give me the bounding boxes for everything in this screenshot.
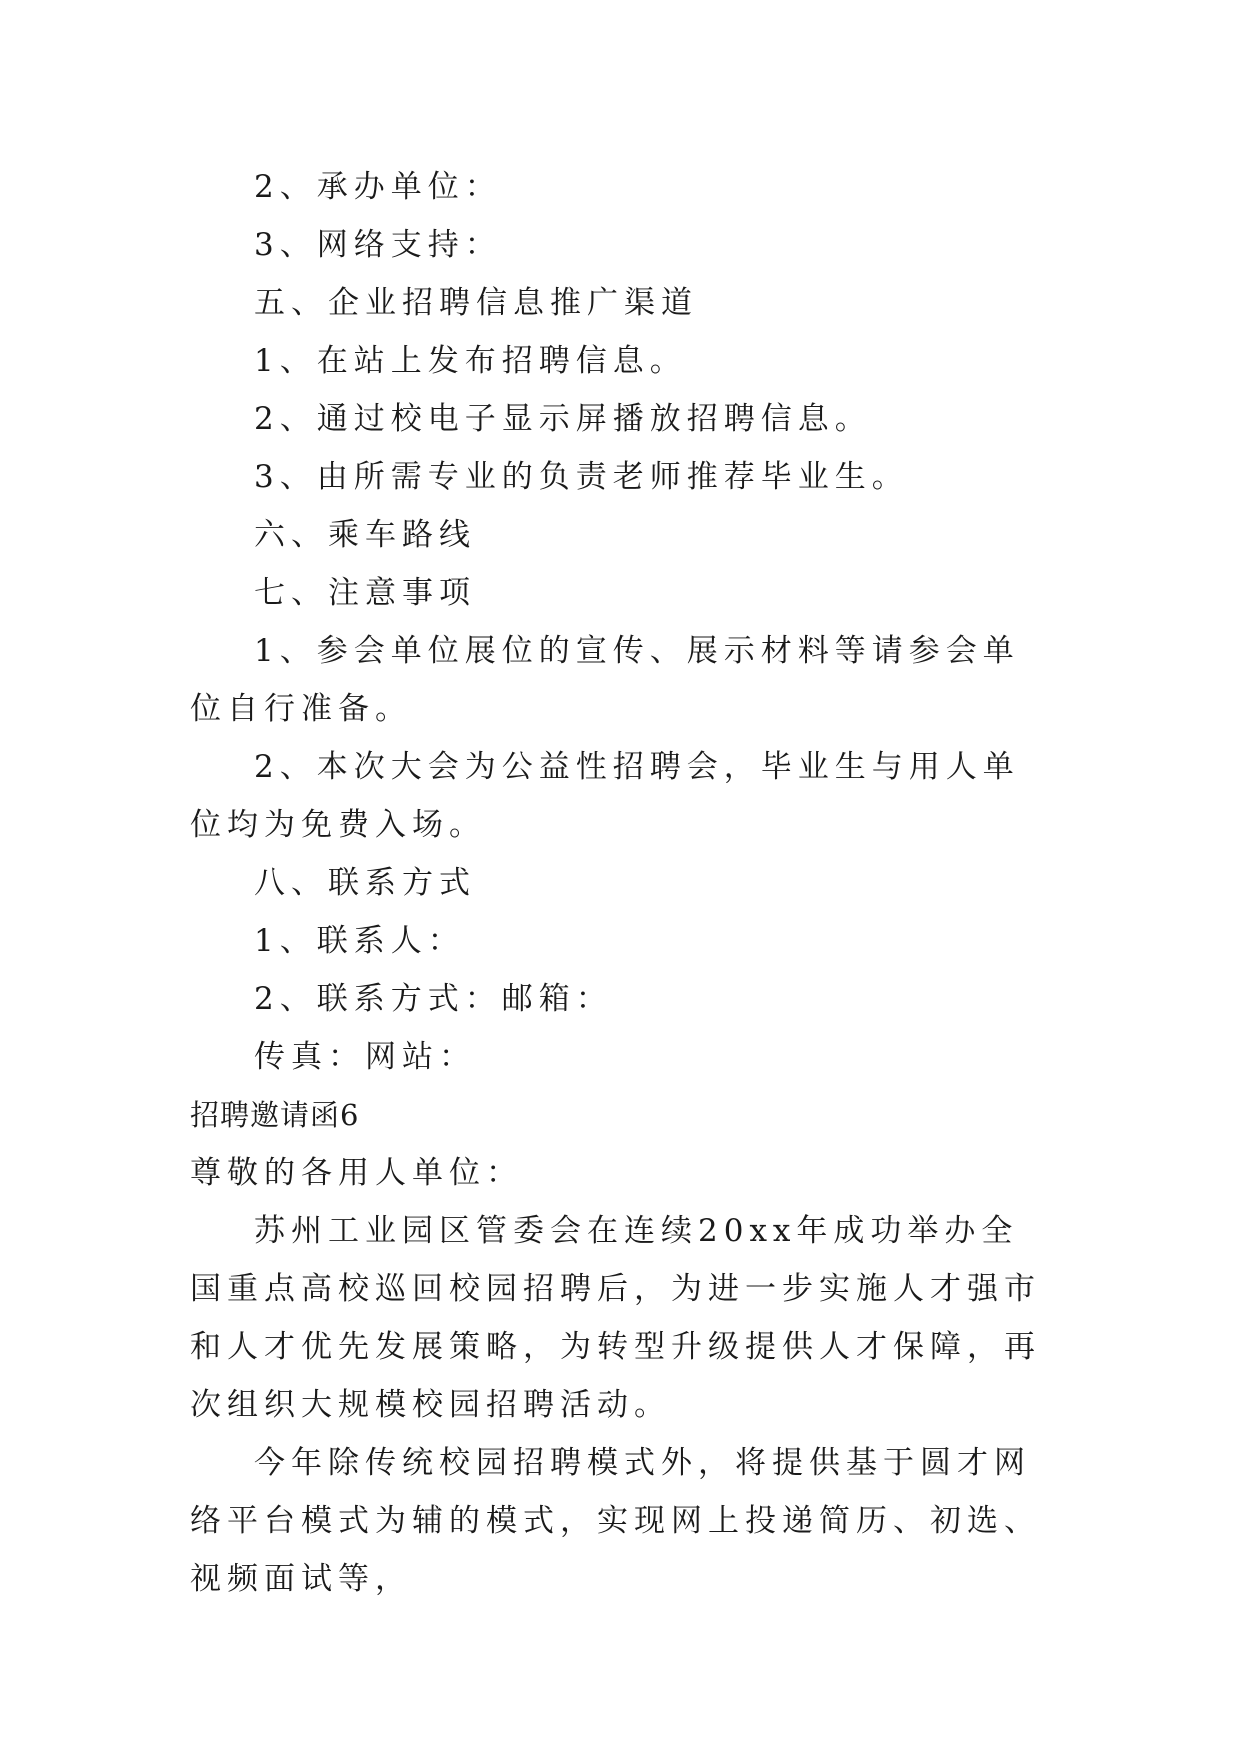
body-paragraph-mode: 今年除传统校园招聘模式外，将提供基于圆才网络平台模式为辅的模式，实现网上投递简历、初选、视频面试等， xyxy=(190,1445,1041,1597)
note-materials: 1、参会单位展位的宣传、展示材料等请参会单位自行准备。 xyxy=(190,633,1020,727)
section-heading-promotion: 五、企业招聘信息推广渠道 xyxy=(254,285,698,321)
contact-email: 2、联系方式：邮箱： xyxy=(254,981,613,1017)
section-heading-notes: 七、注意事项 xyxy=(254,575,476,611)
list-item-screen: 2、通过校电子显示屏播放招聘信息。 xyxy=(254,401,872,437)
document-body xyxy=(190,158,1050,1608)
list-item-teacher: 3、由所需专业的负责老师推荐毕业生。 xyxy=(254,459,909,495)
paragraph-network-support: 3、网络支持： xyxy=(254,227,502,263)
salutation: 尊敬的各用人单位： xyxy=(190,1155,523,1191)
paragraph-organizer: 2、承办单位： xyxy=(254,169,502,205)
letter-title: 招聘邀请函6 xyxy=(190,1098,360,1132)
list-item-website: 1、在站上发布招聘信息。 xyxy=(254,343,687,379)
note-free-entry: 2、本次大会为公益性招聘会，毕业生与用人单位均为免费入场。 xyxy=(190,749,1020,843)
contact-person: 1、联系人： xyxy=(254,923,465,959)
section-heading-contact: 八、联系方式 xyxy=(254,865,476,901)
contact-fax-website: 传真：网站： xyxy=(254,1039,476,1075)
section-heading-route: 六、乘车路线 xyxy=(254,517,476,553)
body-paragraph-intro: 苏州工业园区管委会在连续20xx年成功举办全国重点高校巡回校园招聘后，为进一步实施人才强市和人才优先发展策略，为转型升级提供人才保障，再次组织大规模校园招聘活动。 xyxy=(190,1213,1041,1423)
